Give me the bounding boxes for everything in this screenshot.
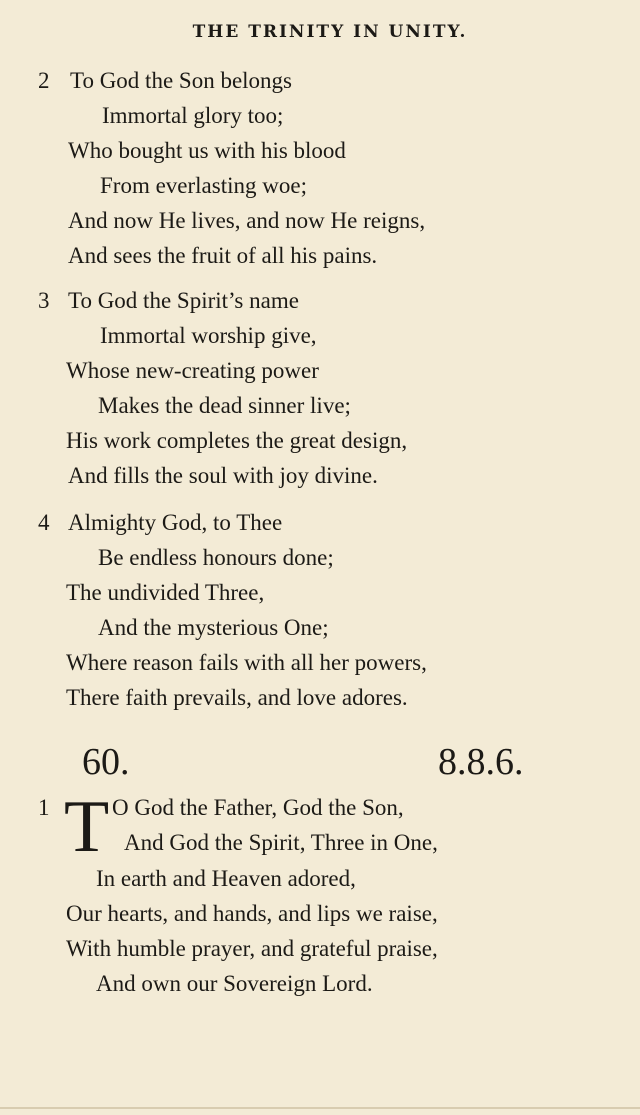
verse-line: And own our Sovereign Lord. xyxy=(96,971,373,996)
verse-line: In earth and Heaven adored, xyxy=(96,866,356,891)
verse-line: Be endless honours done; xyxy=(98,545,334,570)
verse-number: 2 xyxy=(38,68,50,93)
verse-line: Immortal worship give, xyxy=(100,323,317,348)
hymn-number: 60. xyxy=(82,741,130,783)
page-edge-divider xyxy=(0,1107,640,1109)
verse-line: There faith prevails, and love adores. xyxy=(66,685,408,710)
verse-line: His work completes the great design, xyxy=(66,428,408,453)
verse-line: Almighty God, to Thee xyxy=(68,510,283,535)
verse-line: To God the Spirit’s name xyxy=(68,288,299,313)
verse-line: Whose new-creating power xyxy=(66,358,319,383)
verse-line: To God the Son belongs xyxy=(70,68,292,93)
verse-number: 3 xyxy=(38,288,50,313)
verse-line: O God the Father, God the Son, xyxy=(112,795,404,820)
verse-line: And the mysterious One; xyxy=(98,615,329,640)
running-header: THE TRINITY IN UNITY. xyxy=(192,22,468,42)
verse-line: And now He lives, and now He reigns, xyxy=(68,208,426,233)
verse-line: From everlasting woe; xyxy=(100,173,307,198)
verse-number: 4 xyxy=(38,510,50,535)
verse-line: And God the Spirit, Three in One, xyxy=(124,830,438,855)
verse-number: 1 xyxy=(38,795,50,820)
hymn-meter: 8.8.6. xyxy=(438,741,524,783)
verse-line: Where reason fails with all her powers, xyxy=(66,650,427,675)
verse-line: Immortal glory too; xyxy=(102,103,284,128)
verse-line: Our hearts, and hands, and lips we raise, xyxy=(66,901,438,926)
drop-cap: T xyxy=(64,786,110,868)
verse-line: Makes the dead sinner live; xyxy=(98,393,351,418)
verse-line: Who bought us with his blood xyxy=(68,138,346,163)
verse-line: And sees the fruit of all his pains. xyxy=(68,243,378,268)
verse-line: And fills the soul with joy divine. xyxy=(68,463,378,488)
verse-line: With humble prayer, and grateful praise, xyxy=(66,936,438,961)
verse-line: The undivided Three, xyxy=(66,580,265,605)
